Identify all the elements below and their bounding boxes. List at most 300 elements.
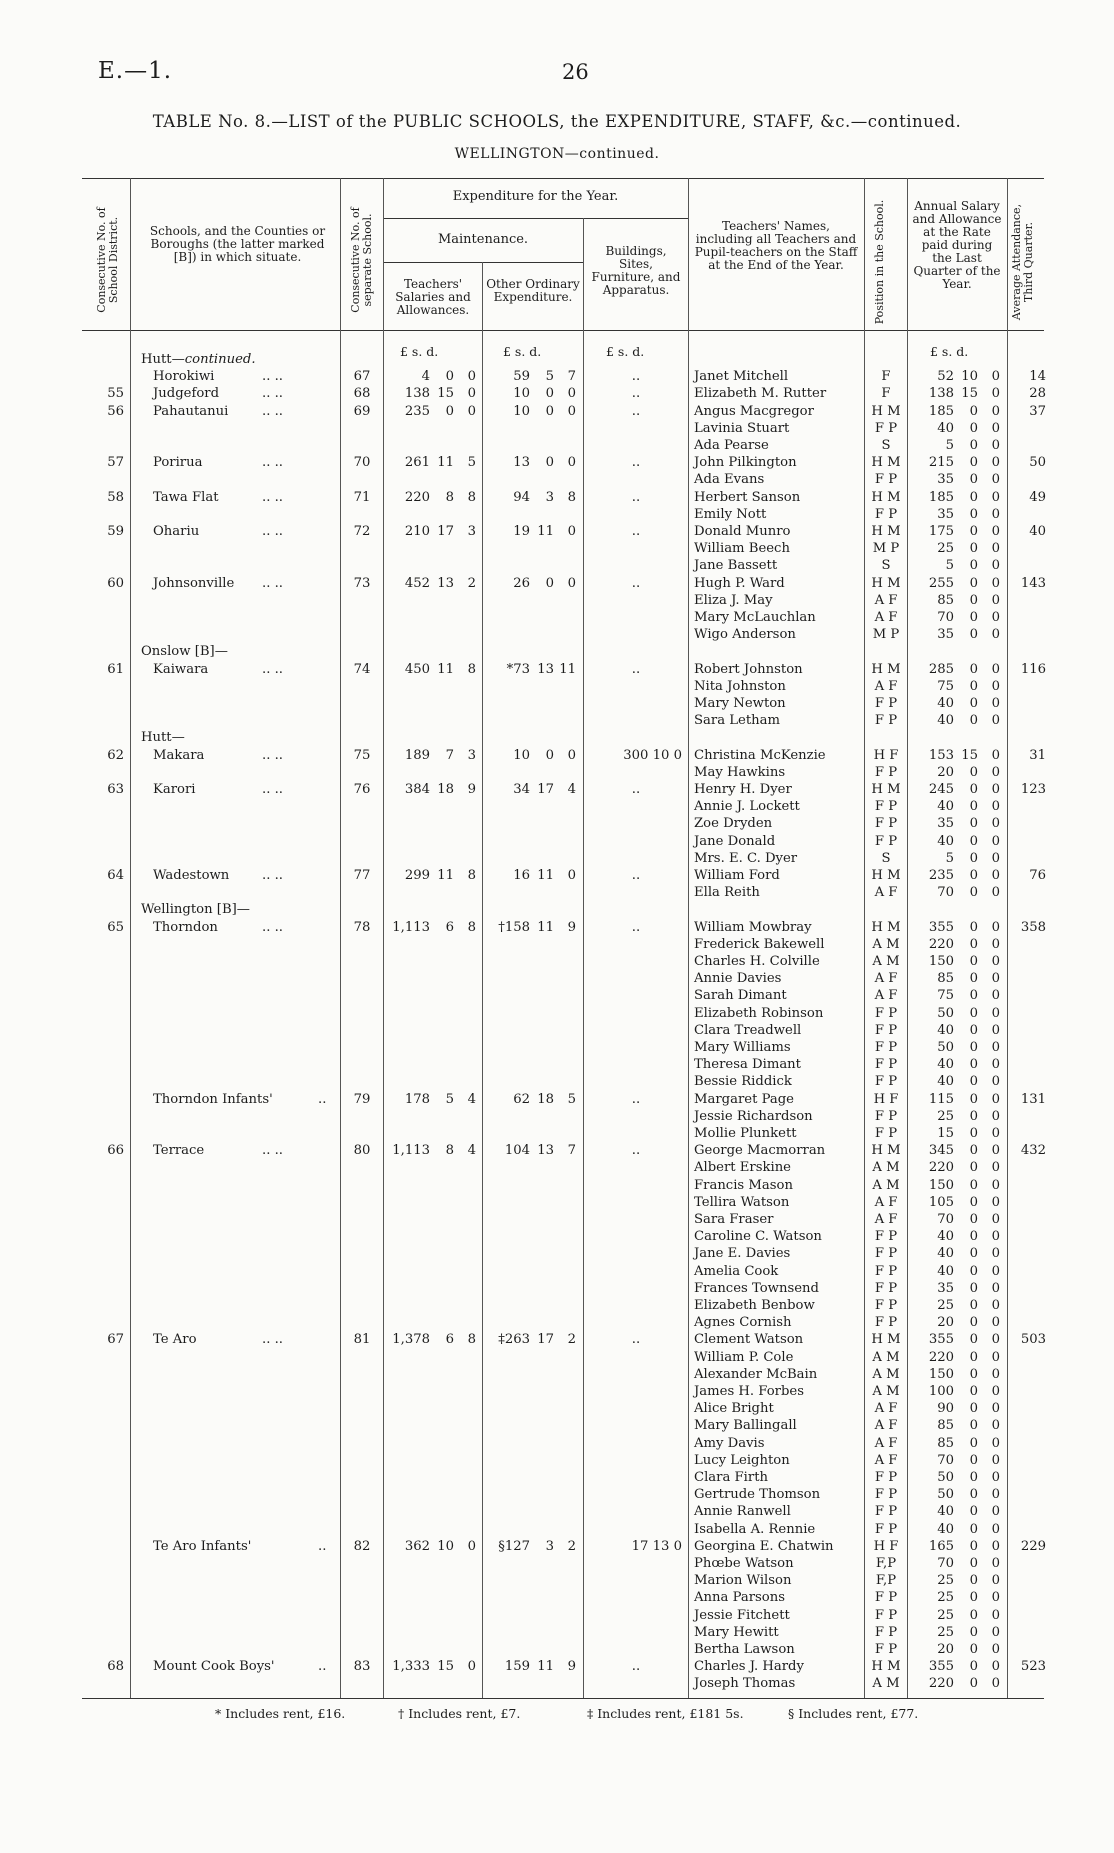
leader-dots: .. <box>318 1659 327 1675</box>
allowance-pounds: 70 <box>937 1452 954 1468</box>
allowance-shillings: 0 <box>969 472 978 488</box>
other-expenditure-shillings: 3 <box>545 489 554 505</box>
salaries-pence: 8 <box>467 489 476 505</box>
allowance-shillings: 0 <box>969 1040 978 1055</box>
district-number: 63 <box>107 782 124 797</box>
allowance-pounds: 25 <box>937 1624 954 1640</box>
leader-dots: .. .. <box>262 403 283 419</box>
allowance-pence: 0 <box>991 1590 1000 1606</box>
school-name: Pahautanui <box>153 403 229 419</box>
table-row <box>0 1194 1114 1211</box>
teacher-name: Alice Bright <box>694 1401 774 1417</box>
table-row <box>0 1125 1114 1142</box>
other-expenditure-pence: 7 <box>567 1143 576 1159</box>
table-row <box>0 1263 1114 1280</box>
allowance-shillings: 0 <box>969 1074 978 1090</box>
teacher-name: Sarah Dimant <box>694 988 787 1004</box>
school-name: Te Aro Infants' <box>153 1538 252 1554</box>
allowance-pence: 0 <box>991 988 1000 1004</box>
allowance-pence: 0 <box>991 1005 1000 1021</box>
average-attendance: 432 <box>1020 1143 1046 1159</box>
teacher-name: Anna Parsons <box>694 1590 785 1606</box>
allowance-pounds: 150 <box>928 1177 954 1193</box>
average-attendance: 49 <box>1029 489 1046 505</box>
allowance-pence: 0 <box>991 1212 1000 1227</box>
allowance-shillings: 0 <box>969 1642 978 1657</box>
buildings-amount: .. <box>631 661 641 677</box>
allowance-pence: 0 <box>991 1126 1000 1141</box>
allowance-pounds: 5 <box>945 558 954 574</box>
position: F P <box>874 1521 898 1537</box>
allowance-pence: 0 <box>991 868 1000 883</box>
position: A F <box>874 1212 898 1227</box>
salaries-shillings: 15 <box>437 1659 454 1675</box>
salaries-shillings: 13 <box>437 575 454 591</box>
other-expenditure-pounds: 10 <box>513 386 530 402</box>
salaries-pounds: 210 <box>404 524 430 539</box>
position: F P <box>874 1126 898 1141</box>
allowance-pence: 0 <box>991 661 1000 677</box>
salaries-shillings: 11 <box>437 661 454 677</box>
header-schools: Schools, and the Counties or Boroughs (the latter marked [B]) in which situate. <box>149 224 326 264</box>
allowance-pence: 0 <box>991 1556 1000 1571</box>
table-row <box>0 1486 1114 1503</box>
allowance-pounds: 5 <box>945 850 954 866</box>
allowance-shillings: 0 <box>969 1126 978 1141</box>
allowance-shillings: 0 <box>969 971 978 987</box>
school-number: 72 <box>353 524 371 539</box>
header-position: Position in the School. <box>873 199 886 325</box>
district-number: 67 <box>107 1332 124 1348</box>
table-row <box>0 1555 1114 1572</box>
allowance-pence: 0 <box>991 403 1000 419</box>
position: A F <box>874 1435 898 1451</box>
table-row <box>0 1400 1114 1417</box>
allowance-shillings: 0 <box>969 1091 978 1107</box>
teacher-name: Charles H. Colville <box>694 954 820 969</box>
allowance-pence: 0 <box>991 1057 1000 1073</box>
position: F P <box>874 1005 898 1021</box>
group-label-row <box>0 351 1114 368</box>
allowance-pence: 0 <box>991 1470 1000 1485</box>
allowance-pounds: 355 <box>928 919 954 935</box>
allowance-shillings: 0 <box>969 1401 978 1417</box>
position: A M <box>872 1366 900 1382</box>
allowance-pence: 0 <box>991 1022 1000 1038</box>
salaries-pounds: 235 <box>404 403 430 419</box>
position: H M <box>871 489 901 505</box>
teacher-name: Bertha Lawson <box>694 1642 795 1657</box>
position: M P <box>872 627 900 643</box>
allowance-pounds: 50 <box>937 1040 954 1055</box>
position: H F <box>873 1091 899 1107</box>
other-expenditure-shillings: 11 <box>537 919 554 935</box>
allowance-shillings: 0 <box>969 1384 978 1399</box>
allowance-pence: 0 <box>991 1040 1000 1055</box>
position: F P <box>874 1504 898 1520</box>
allowance-pence: 0 <box>991 438 1000 453</box>
allowance-pounds: 20 <box>937 1642 954 1657</box>
teacher-name: Annie Ranwell <box>694 1504 791 1520</box>
salaries-pence: 0 <box>467 386 476 402</box>
district-number: 57 <box>107 455 124 471</box>
position: H M <box>871 1659 901 1675</box>
allowance-pounds: 35 <box>937 1280 954 1296</box>
allowance-shillings: 0 <box>969 1298 978 1313</box>
district-number: 59 <box>107 524 124 539</box>
salaries-pence: 8 <box>467 661 476 677</box>
allowance-pence: 0 <box>991 524 1000 539</box>
allowance-pence: 0 <box>991 799 1000 815</box>
salaries-pence: 5 <box>467 455 476 471</box>
allowance-shillings: 0 <box>969 885 978 901</box>
allowance-pence: 0 <box>991 971 1000 987</box>
table-row <box>0 815 1114 832</box>
other-expenditure-shillings: 3 <box>545 1538 554 1554</box>
allowance-shillings: 0 <box>969 833 978 849</box>
position: H M <box>871 575 901 591</box>
table-row <box>0 1641 1114 1658</box>
allowance-shillings: 0 <box>969 936 978 952</box>
position: H M <box>871 455 901 471</box>
school-number: 74 <box>353 661 371 677</box>
position: F P <box>874 764 898 780</box>
district-number: 65 <box>107 919 124 935</box>
allowance-pounds: 165 <box>928 1538 954 1554</box>
average-attendance: 229 <box>1020 1538 1046 1554</box>
school-number: 75 <box>353 747 371 763</box>
teacher-name: Hugh P. Ward <box>694 575 785 591</box>
position: H F <box>873 747 899 763</box>
table-row <box>0 1538 1114 1555</box>
allowance-pounds: 75 <box>937 678 954 694</box>
other-expenditure-pounds: 159 <box>504 1659 530 1675</box>
teacher-name: Henry H. Dyer <box>694 782 792 797</box>
other-expenditure-pence: 0 <box>567 524 576 539</box>
allowance-shillings: 0 <box>969 1280 978 1296</box>
other-expenditure-shillings: 11 <box>537 868 554 883</box>
table-row <box>0 764 1114 781</box>
allowance-pounds: 25 <box>937 541 954 557</box>
allowance-shillings: 0 <box>969 1504 978 1520</box>
allowance-pounds: 70 <box>937 610 954 625</box>
allowance-shillings: 0 <box>969 1538 978 1554</box>
allowance-pence: 0 <box>991 1487 1000 1503</box>
allowance-pounds: 35 <box>937 627 954 643</box>
footnote: § Includes rent, £77. <box>788 1706 919 1721</box>
table-row <box>0 489 1114 506</box>
table-row <box>0 1675 1114 1692</box>
school-number: 79 <box>353 1091 371 1107</box>
salaries-shillings: 18 <box>437 782 454 797</box>
allowance-pounds: 345 <box>928 1143 954 1159</box>
salaries-pence: 8 <box>467 868 476 883</box>
allowance-shillings: 0 <box>969 1022 978 1038</box>
salaries-pence: 9 <box>467 782 476 797</box>
teacher-name: Frederick Bakewell <box>694 936 825 952</box>
allowance-pounds: 115 <box>928 1091 954 1107</box>
allowance-pence: 0 <box>991 1435 1000 1451</box>
table-row <box>0 1349 1114 1366</box>
allowance-shillings: 0 <box>969 1573 978 1589</box>
other-expenditure-pounds: 26 <box>513 575 530 591</box>
buildings-amount: 17 13 0 <box>631 1538 682 1554</box>
teacher-name: William Beech <box>694 541 790 557</box>
other-expenditure-shillings: 13 <box>537 661 554 677</box>
allowance-pence: 0 <box>991 936 1000 952</box>
table-row <box>0 1435 1114 1452</box>
position: M P <box>872 541 900 557</box>
allowance-pounds: 40 <box>937 713 954 729</box>
average-attendance: 131 <box>1020 1091 1046 1107</box>
teacher-name: Lavinia Stuart <box>694 420 790 436</box>
other-expenditure-pounds: 19 <box>513 524 530 539</box>
allowance-shillings: 0 <box>969 1590 978 1606</box>
position: F P <box>874 1642 898 1657</box>
allowance-shillings: 0 <box>969 1005 978 1021</box>
school-name: Makara <box>153 747 205 763</box>
salaries-pence: 0 <box>467 1659 476 1675</box>
header-other: Other Ordinary Expenditure. <box>486 277 580 304</box>
district-number: 61 <box>107 661 124 677</box>
allowance-pence: 0 <box>991 1659 1000 1675</box>
school-number: 76 <box>353 782 371 797</box>
allowance-shillings: 0 <box>969 799 978 815</box>
allowance-shillings: 0 <box>969 1659 978 1675</box>
allowance-pounds: 245 <box>928 782 954 797</box>
allowance-pence: 0 <box>991 575 1000 591</box>
other-expenditure-pence: 5 <box>567 1091 576 1107</box>
teacher-name: Jane Donald <box>694 833 776 849</box>
table-row <box>0 1331 1114 1348</box>
allowance-pounds: 185 <box>928 489 954 505</box>
position: F P <box>874 1057 898 1073</box>
allowance-pence: 0 <box>991 747 1000 763</box>
allowance-pounds: 5 <box>945 438 954 453</box>
salaries-pence: 0 <box>467 403 476 419</box>
allowance-pounds: 285 <box>928 661 954 677</box>
allowance-pence: 0 <box>991 1676 1000 1692</box>
other-expenditure-pence: 2 <box>567 1538 576 1554</box>
header-allowance: Annual Salary and Allowance at the Rate paid during the Last Quarter of the Year. <box>912 199 1002 291</box>
allowance-pounds: 220 <box>928 1676 954 1692</box>
allowance-pence: 0 <box>991 850 1000 866</box>
allowance-shillings: 0 <box>969 661 978 677</box>
group-label-row <box>0 643 1114 660</box>
leader-dots: .. .. <box>262 919 283 935</box>
teacher-name: Mary Williams <box>694 1040 791 1055</box>
allowance-shillings: 0 <box>969 1263 978 1279</box>
salaries-shillings: 17 <box>437 524 454 539</box>
other-expenditure-pence: 0 <box>567 747 576 763</box>
salaries-shillings: 6 <box>445 919 454 935</box>
other-expenditure-pounds: §127 <box>498 1538 530 1554</box>
allowance-pounds: 85 <box>937 592 954 608</box>
allowance-shillings: 0 <box>969 1143 978 1159</box>
allowance-pence: 0 <box>991 919 1000 935</box>
other-expenditure-shillings: 11 <box>537 1659 554 1675</box>
school-number: 83 <box>353 1659 371 1675</box>
allowance-shillings: 0 <box>969 1315 978 1331</box>
allowance-shillings: 0 <box>969 420 978 436</box>
average-attendance: 358 <box>1020 919 1046 935</box>
allowance-pounds: 85 <box>937 1418 954 1434</box>
position: F P <box>874 1298 898 1313</box>
teacher-name: Francis Mason <box>694 1177 793 1193</box>
allowance-shillings: 15 <box>961 386 978 402</box>
allowance-pounds: 255 <box>928 575 954 591</box>
allowance-pence: 0 <box>991 541 1000 557</box>
allowance-pounds: 105 <box>928 1194 954 1210</box>
table-row <box>0 626 1114 643</box>
other-expenditure-pounds: 10 <box>513 747 530 763</box>
allowance-pounds: 35 <box>937 472 954 488</box>
teacher-name: Elizabeth Robinson <box>694 1005 824 1021</box>
other-expenditure-shillings: 11 <box>537 524 554 539</box>
allowance-pounds: 40 <box>937 833 954 849</box>
other-expenditure-pounds: *73 <box>506 661 530 677</box>
allowance-shillings: 0 <box>969 988 978 1004</box>
other-expenditure-pounds: 94 <box>513 489 530 505</box>
position: A F <box>874 678 898 694</box>
allowance-pounds: 40 <box>937 420 954 436</box>
salaries-pence: 4 <box>467 1091 476 1107</box>
table-row <box>0 1452 1114 1469</box>
buildings-amount: .. <box>631 1091 641 1107</box>
allowance-shillings: 0 <box>969 868 978 883</box>
allowance-pence: 0 <box>991 696 1000 711</box>
buildings-amount: .. <box>631 524 641 539</box>
position: A F <box>874 1194 898 1210</box>
school-name: Porirua <box>153 455 203 471</box>
teacher-name: Sara Letham <box>694 713 780 729</box>
teacher-name: Bessie Riddick <box>694 1074 792 1090</box>
page-identifier: E.—1. <box>98 58 173 84</box>
table-row <box>0 1658 1114 1675</box>
teacher-name: Herbert Sanson <box>694 489 801 505</box>
allowance-shillings: 0 <box>969 1332 978 1348</box>
position: F P <box>874 472 898 488</box>
allowance-shillings: 0 <box>969 455 978 471</box>
salaries-shillings: 8 <box>445 489 454 505</box>
table-row <box>0 747 1114 764</box>
allowance-pounds: 355 <box>928 1332 954 1348</box>
allowance-shillings: 0 <box>969 1556 978 1571</box>
group-label-row <box>0 901 1114 918</box>
teacher-name: Mary Newton <box>694 696 786 711</box>
table-row <box>0 1022 1114 1039</box>
salaries-pence: 2 <box>467 575 476 591</box>
table-row <box>0 695 1114 712</box>
allowance-shillings: 0 <box>969 489 978 505</box>
allowance-shillings: 15 <box>961 747 978 763</box>
allowance-pounds: 150 <box>928 954 954 969</box>
header-maintenance: Maintenance. <box>437 232 529 247</box>
position: H M <box>871 919 901 935</box>
teacher-name: Annie Davies <box>694 971 782 987</box>
allowance-pounds: 35 <box>937 506 954 522</box>
allowance-pounds: 85 <box>937 1435 954 1451</box>
average-attendance: 503 <box>1020 1332 1046 1348</box>
lsd-buildings: £ s. d. <box>606 344 645 359</box>
table-row <box>0 1589 1114 1606</box>
teacher-name: Mary Ballingall <box>694 1418 797 1434</box>
allowance-pounds: 40 <box>937 1263 954 1279</box>
allowance-shillings: 0 <box>969 1470 978 1485</box>
allowance-pence: 0 <box>991 1160 1000 1176</box>
average-attendance: 116 <box>1020 661 1046 677</box>
group-label-row <box>0 729 1114 746</box>
leader-dots: .. .. <box>262 386 283 402</box>
header-school-no: Consecutive No. of separate School. <box>349 207 374 313</box>
salaries-pounds: 450 <box>404 661 430 677</box>
table-row <box>0 867 1114 884</box>
allowance-pence: 0 <box>991 455 1000 471</box>
teacher-name: Alexander McBain <box>694 1366 818 1382</box>
teacher-name: John Pilkington <box>694 455 797 471</box>
other-expenditure-pence: 11 <box>559 661 576 677</box>
other-expenditure-pounds: 13 <box>513 455 530 471</box>
leader-dots: .. .. <box>262 1143 283 1159</box>
other-expenditure-pounds: ‡263 <box>498 1332 530 1348</box>
other-expenditure-pounds: 16 <box>513 868 530 883</box>
school-name: Mount Cook Boys' <box>153 1659 275 1675</box>
position: H M <box>871 782 901 797</box>
allowance-pence: 0 <box>991 1246 1000 1262</box>
school-number: 69 <box>353 403 371 419</box>
allowance-pounds: 40 <box>937 1022 954 1038</box>
district-number: 55 <box>107 386 124 402</box>
table-row <box>0 1521 1114 1538</box>
allowance-pence: 0 <box>991 1573 1000 1589</box>
teacher-name: William Mowbray <box>694 919 812 935</box>
buildings-amount: .. <box>631 1332 641 1348</box>
school-number: 73 <box>353 575 371 591</box>
allowance-pounds: 25 <box>937 1607 954 1623</box>
school-number: 71 <box>353 489 371 505</box>
teacher-name: Clement Watson <box>694 1332 804 1348</box>
allowance-pence: 0 <box>991 420 1000 436</box>
allowance-pounds: 153 <box>928 747 954 763</box>
leader-dots: .. .. <box>262 489 283 505</box>
average-attendance: 31 <box>1029 747 1046 763</box>
other-expenditure-pence: 4 <box>567 782 576 797</box>
allowance-pence: 0 <box>991 489 1000 505</box>
allowance-pounds: 40 <box>937 1074 954 1090</box>
leader-dots: .. .. <box>262 369 283 385</box>
position: F P <box>874 1108 898 1124</box>
allowance-pounds: 40 <box>937 1057 954 1073</box>
teacher-name: Ella Reith <box>694 885 760 901</box>
school-number: 78 <box>353 919 371 935</box>
position: A F <box>874 1418 898 1434</box>
position: F P <box>874 1607 898 1623</box>
other-expenditure-pence: 0 <box>567 403 576 419</box>
allowance-pounds: 220 <box>928 1160 954 1176</box>
teacher-name: Mrs. E. C. Dyer <box>694 850 798 866</box>
buildings-amount: .. <box>631 1143 641 1159</box>
teacher-name: Jessie Richardson <box>694 1108 813 1124</box>
position: S <box>881 558 891 574</box>
teacher-name: Clara Firth <box>694 1470 768 1485</box>
position: F P <box>874 1040 898 1055</box>
buildings-amount: .. <box>631 369 641 385</box>
table-row <box>0 454 1114 471</box>
allowance-pounds: 70 <box>937 1212 954 1227</box>
teacher-name: Georgina E. Chatwin <box>694 1538 834 1554</box>
teacher-name: Phœbe Watson <box>694 1556 794 1571</box>
table-row <box>0 1056 1114 1073</box>
